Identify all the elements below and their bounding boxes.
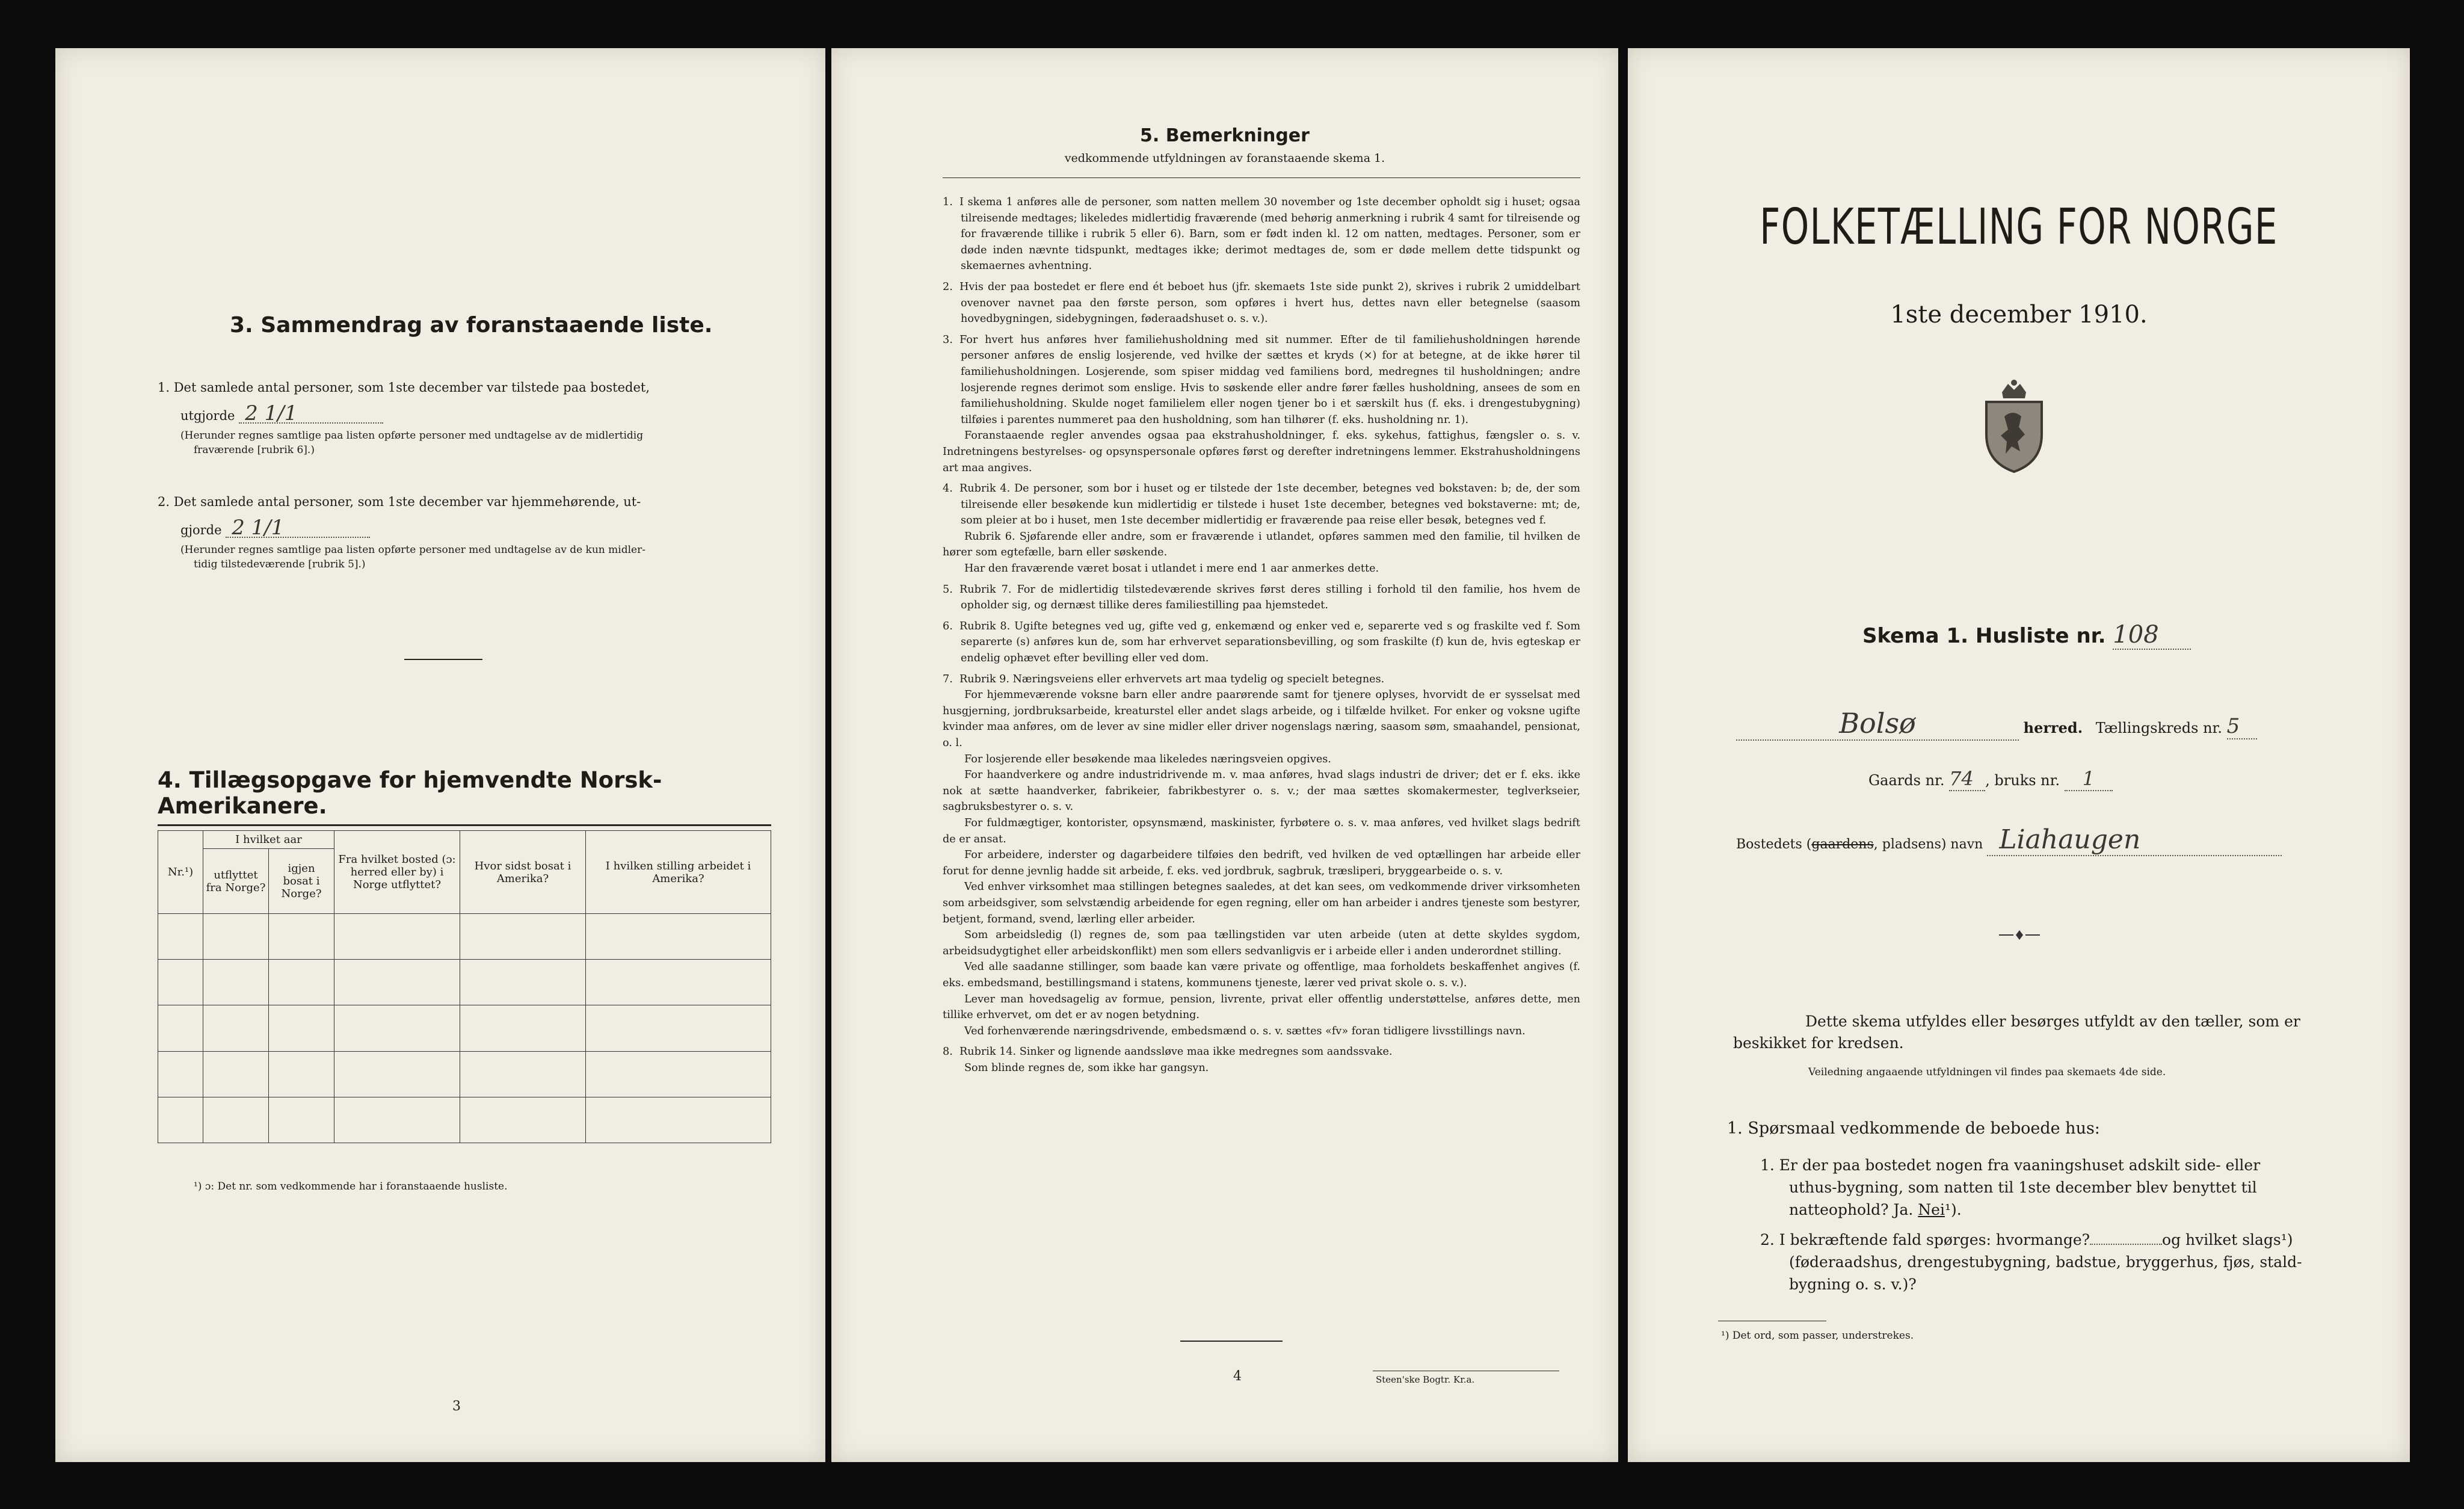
table-row xyxy=(158,1097,771,1143)
gaards-line xyxy=(1868,767,2113,791)
herred-label: herred. xyxy=(2023,719,2083,736)
col-stilling: I hvilken stilling arbeidet i Amerika? xyxy=(586,831,771,914)
remark-number: 7. xyxy=(943,673,953,685)
remark-text: Rubrik 8. Ugifte betegnes ved ug, gifte ved g, enkemænd og enker ved e, separerte ved s og fraskilte ved f. Som separerte (s) anføres kun de, som har erhvervet separationsbevilling, og som fraskilte (f) kun de, hvis egteskap er endelig ophævet efter bevilling eller ved dom. xyxy=(959,620,1580,665)
table-row xyxy=(158,1051,771,1097)
question-2 xyxy=(1760,1229,2374,1295)
remark-paragraph xyxy=(943,751,1580,768)
remark-text: Ved forhenværende næringsdrivende, embedsmænd o. s. v. sættes «fv» foran tidligere livsstillings navn. xyxy=(964,1025,1526,1037)
schema-label xyxy=(1862,621,2191,650)
ornament-icon xyxy=(1998,928,2041,942)
question-2-line1b: og hvilket slags¹) xyxy=(2162,1231,2293,1248)
remark-paragraph xyxy=(943,1060,1580,1076)
coat-of-arms-icon xyxy=(1978,379,2050,475)
remark-paragraph xyxy=(943,927,1580,959)
gaards-value: 74 xyxy=(1949,767,1985,791)
kreds-label: Tællingskreds nr. xyxy=(2095,720,2223,736)
bosted-label: Bostedets ( xyxy=(1736,837,1812,852)
remark-number: 1. xyxy=(943,196,953,208)
remark-paragraph xyxy=(943,815,1580,847)
table-row xyxy=(158,914,771,960)
intro-line1: Dette skema utfyldes eller besørges utfyldt av den tæller, som er xyxy=(1805,1013,2300,1030)
question-1 xyxy=(1760,1154,2374,1221)
remark-text: Rubrik 9. Næringsveiens eller erhvervets art maa tydelig og specielt betegnes. xyxy=(959,673,1385,685)
remark-text: Foranstaaende regler anvendes ogsaa paa ekstrahusholdninger, f. eks. sykehus, fattighus, fængsler o. s. v. Indretningens bestyrelses- og opsynspersonale opføres først og derefter indretningens lemmer. Ekstrahusholdningens art maa angives. xyxy=(943,430,1580,474)
printer-imprint: Steen'ske Bogtr. Kr.a. xyxy=(1376,1374,1475,1385)
question-2-line3: bygning o. s. v.)? xyxy=(1789,1276,1917,1293)
summary-item1-note2: fraværende [rubrik 6].) xyxy=(194,444,315,456)
remark-text: For losjerende eller besøkende maa likeledes næringsveien opgives. xyxy=(964,753,1331,765)
remark-number: 5. xyxy=(943,583,953,596)
page-left xyxy=(55,48,825,1462)
summary-item1-text: 1. Det samlede antal personer, som 1ste december var tilstede paa bostedet, xyxy=(158,380,650,395)
questions-title-text: 1. Spørsmaal vedkommende de beboede hus: xyxy=(1727,1119,2100,1138)
intro-line2: beskikket for kredsen. xyxy=(1733,1034,1904,1052)
remarks-list xyxy=(943,190,1580,1076)
section3-title: 3. Sammendrag av foranstaaende liste. xyxy=(230,313,713,338)
question-1-footmark: ¹). xyxy=(1944,1201,1962,1218)
remark-paragraph xyxy=(943,582,1580,614)
separator-rule xyxy=(404,659,482,660)
remark-text: Rubrik 6. Sjøfarende eller andre, som er fraværende i utlandet, opføres sammen med den familie, til hvilken de hører som egtefælle, barn eller søskende. xyxy=(943,530,1580,559)
remark-paragraph xyxy=(943,767,1580,815)
remark-text: Ved enhver virksomhet maa stillingen betegnes saaledes, at det kan sees, om vedkommende driver virksomheten som arbeidsgiver, som selvstændig arbeidende for egen regning, eller om han arbeider i andres tjeneste som bestyrer, betjent, formand, svend, lærling eller arbeider. xyxy=(943,881,1580,925)
bosted-label-struck: gaardens xyxy=(1811,837,1874,852)
remark-paragraph xyxy=(943,879,1580,927)
col-nr: Nr.¹) xyxy=(158,831,203,914)
remark-text: Har den fraværende været bosat i utlandet i mere end 1 aar anmerkes dette. xyxy=(964,563,1379,575)
question-2-line2: (føderaadshus, drengestubygning, badstue, bryggerhus, fjøs, stald- xyxy=(1789,1253,2302,1271)
bruks-label: , bruks nr. xyxy=(1985,772,2060,789)
remark-text: For fuldmægtiger, kontorister, opsynsmænd, maskinister, fyrbøtere o. s. v. maa anføres, ved hvilket slags bedrift de er ansat. xyxy=(943,816,1580,845)
intro-guidance: Veiledning angaaende utfyldningen vil findes paa skemaets 4de side. xyxy=(1808,1066,2166,1078)
summary-item1-value: 2 1/1 xyxy=(239,405,383,424)
table-top-rule xyxy=(158,824,771,826)
summary-item1-label: utgjorde xyxy=(180,409,235,423)
remark-paragraph xyxy=(943,1023,1580,1040)
remark-text: For hjemmeværende voksne barn eller andre paarørende samt for tjenere oplyses, hvorvidt de er sysselsat med husgjerning, jordbruksarbeide, kreaturstel eller andet slags arbeide, og i tilfælde hvilket. For enker og voksne ugifte kvinder maa anføres, om de lever av sine midler eller driver nogenslags næring, saasom søm, smaahandel, pensionat, o. l. xyxy=(943,689,1580,749)
col-group-aar: I hvilket aar xyxy=(203,831,334,849)
remark-number: 6. xyxy=(943,620,953,632)
remark-text: I skema 1 anføres alle de personer, som natten mellem 30 november og 1ste december opholdt sig i huset; ogsaa tilreisende medtages; likeledes midlertidig fraværende (med behørig anmerkning i rubrik 4 samt for tilreisende og for fraværende tillike i rubrik 5 eller 6). Barn, som er født inden kl. 12 om natten, medtages. Personer, som er døde inden nævnte tidspunkt, medtages ikke; derimot medtages de, som er døde mellem dette tidspunkt og skemaernes avhentning. xyxy=(959,196,1580,273)
census-title: FOLKETÆLLING FOR NORGE xyxy=(1760,199,2278,256)
remark-paragraph xyxy=(943,992,1580,1023)
remark-text: For haandverkere og andre industridrivende m. v. maa anføres, hvad slags industri de driver; det er f. eks. ikke nok at sætte haandverker, fabrikeier, fabrikbestyrer o. s. v.; der maa sættes skomakermester, teglverkseier, sagbruksbestyrer o. s. v. xyxy=(943,769,1580,813)
bruks-value: 1 xyxy=(2065,767,2113,791)
table-footnote: ¹) ɔ: Det nr. som vedkommende har i foranstaaende husliste. xyxy=(194,1180,508,1193)
remarks-title: 5. Bemerkninger xyxy=(1140,125,1310,146)
remark-paragraph xyxy=(943,194,1580,274)
table-row xyxy=(158,960,771,1005)
section4-title: 4. Tillægsopgave for hjemvendte Norsk-Amerikanere. xyxy=(158,767,662,819)
herred-line xyxy=(1736,707,2362,741)
question-1-line1: 1. Er der paa bostedet nogen fra vaaningshuset adskilt side- eller xyxy=(1760,1156,2261,1174)
page-right xyxy=(1628,48,2410,1462)
remark-paragraph xyxy=(943,481,1580,529)
remark-paragraph xyxy=(943,1044,1580,1060)
remarks-bottom-rule xyxy=(1180,1341,1283,1342)
answer-nei: Nei xyxy=(1918,1201,1945,1218)
remark-text: Lever man hovedsagelig av formue, pension, livrente, privat eller offentlig understøttelse, anføres dette, men tillike erhvervet, om det er av nogen betydning. xyxy=(943,993,1580,1022)
kreds-value: 5 xyxy=(2227,714,2257,739)
remark-paragraph xyxy=(943,529,1580,561)
intro-text xyxy=(1733,1011,2300,1054)
summary-item2-text: 2. Det samlede antal personer, som 1ste december var hjemmehørende, ut- xyxy=(158,495,641,509)
census-date: 1ste december 1910. xyxy=(1890,301,2148,329)
remark-text: Som arbeidsledig (l) regnes de, som paa tællingstiden var uten arbeide (uten at dette skyldes sygdom, arbeidsudygtighet eller arbeidskonflikt) men som ellers sedvanligvis er i arbeide eller i anden underordnet stilling. xyxy=(943,929,1580,957)
bosted-label-rest: , pladsens) navn xyxy=(1873,837,1983,852)
remark-number: 8. xyxy=(943,1046,953,1058)
bosted-line xyxy=(1736,824,2282,856)
remark-text: Som blinde regnes de, som ikke har gangsyn. xyxy=(964,1061,1209,1074)
summary-item2 xyxy=(158,493,765,572)
schema-husliste-label: Skema 1. Husliste nr. xyxy=(1862,624,2106,648)
husliste-number: 108 xyxy=(2113,621,2191,650)
question-1-line3: natteophold? Ja. xyxy=(1789,1201,1914,1218)
col-igjen-bosat: igjen bosat i Norge? xyxy=(269,849,334,914)
remark-text: Rubrik 4. De personer, som bor i huset og er tilstede der 1ste december, betegnes ved bokstaven: b; de, der som tilreisende eller besøkende kun midlertidig er tilstede i huset 1ste december, betegnes ved bokstaverne: mt; de, som pleier at bo i huset, men 1ste december midlertidig er fraværende paa reise eller besøk, betegnes ved f. xyxy=(959,483,1580,527)
gaards-label: Gaards nr. xyxy=(1868,772,1945,789)
norsk-amerikanere-table xyxy=(158,830,771,1143)
remark-paragraph xyxy=(943,847,1580,879)
remark-text: For hvert hus anføres hver familiehusholdning med sit nummer. Efter de til familiehusholdningen hørende personer anføres de enslig losjerende, ved hvilke der sættes et kryds (×) for at betegne, at de ikke hører til familiehusholdningen. Losjerende, som spiser middag ved familiens bord, medregnes til husholdningen; andre losjerende regnes derimot som enslige. Hvis to søskende eller andre fører fælles husholdning, ansees de som en familiehusholdning. Skulde noget familielem eller nogen tjener bo i et særskilt hus (f. eks. i drengestubygning) tilføies i parentes nummeret paa den husholdning, som han tilhører (f. eks. husholdning nr. 1). xyxy=(959,333,1580,426)
remark-paragraph xyxy=(943,279,1580,327)
summary-item2-label: gjorde xyxy=(180,523,222,537)
herred-value: Bolsø xyxy=(1736,707,2019,741)
remark-paragraph xyxy=(943,332,1580,428)
remark-paragraph xyxy=(943,959,1580,991)
remarks-subtitle: vedkommende utfyldningen av foranstaaende skema 1. xyxy=(1064,152,1385,165)
remark-number: 2. xyxy=(943,280,953,293)
page-number: 4 xyxy=(1233,1369,1242,1384)
col-fra-bosted: Fra hvilket bosted (ɔ: herred eller by) i Norge utflyttet? xyxy=(334,831,460,914)
remarks-top-rule xyxy=(943,177,1580,178)
col-utflyttet: utflyttet fra Norge? xyxy=(203,849,269,914)
remark-text: Rubrik 14. Sinker og lignende aandssløve maa ikke medregnes som aandssvake. xyxy=(959,1046,1393,1058)
remark-text: Hvis der paa bostedet er flere end ét beboet hus (jfr. skemaets 1ste side punkt 2), skrives i rubrik 2 umiddelbart ovenover navnet paa den første person, som opføres i hvert hus, dettes navn eller betegnelse (saasom hovedbygningen, sidebygningen, føderaadshuset o. s. v.). xyxy=(959,280,1580,326)
remark-number: 4. xyxy=(943,483,953,495)
summary-item1-note: (Herunder regnes samtlige paa listen opførte personer med undtagelse av de midlertidig xyxy=(180,430,644,442)
remark-text: Rubrik 7. For de midlertidig tilstedeværende skrives først deres stilling i forhold til den familie, hos hvem de opholder sig, og dernæst tillike deres familiestilling paa hjemstedet. xyxy=(959,583,1580,612)
remark-number: 3. xyxy=(943,333,953,346)
question-1-line2: uthus-bygning, som natten til 1ste december blev benyttet til xyxy=(1789,1179,2257,1196)
remark-paragraph xyxy=(943,671,1580,688)
remark-text: Ved alle saadanne stillinger, som baade kan være private og offentlige, maa forholdets beskaffenhet angives (f. eks. embedsmand, bestillingsmand i statens, kommunens tjeneste, lærer ved privat skole o. s. v.). xyxy=(943,961,1580,989)
footnote: ¹) Det ord, som passer, understrekes. xyxy=(1721,1330,1914,1342)
summary-item2-value: 2 1/1 xyxy=(226,519,370,538)
remark-paragraph xyxy=(943,619,1580,667)
bosted-value: Liahaugen xyxy=(1987,824,2282,856)
remark-text: For arbeidere, inderster og dagarbeidere tilføies den bedrift, ved hvilken de ved optællingen har arbeide eller forut for denne jevnlig hadde sit arbeide, f. eks. ved jordbruk, sagbruk, træsliperi, bryggearbeide o. s. v. xyxy=(943,849,1580,877)
summary-item1 xyxy=(158,379,765,457)
questions-title xyxy=(1727,1119,2100,1138)
remark-paragraph xyxy=(943,687,1580,751)
summary-item2-note2: tidig tilstedeværende [rubrik 5].) xyxy=(194,558,366,570)
col-hvor-bosat: Hvor sidst bosat i Amerika? xyxy=(460,831,586,914)
remark-paragraph xyxy=(943,561,1580,577)
page-number: 3 xyxy=(452,1399,461,1414)
remark-paragraph xyxy=(943,428,1580,476)
table-row xyxy=(158,1005,771,1051)
summary-item2-note: (Herunder regnes samtlige paa listen opførte personer med undtagelse av de kun midler- xyxy=(180,544,645,556)
page-middle xyxy=(831,48,1618,1462)
question-2-line1: 2. I bekræftende fald spørges: hvormange? xyxy=(1760,1231,2090,1248)
